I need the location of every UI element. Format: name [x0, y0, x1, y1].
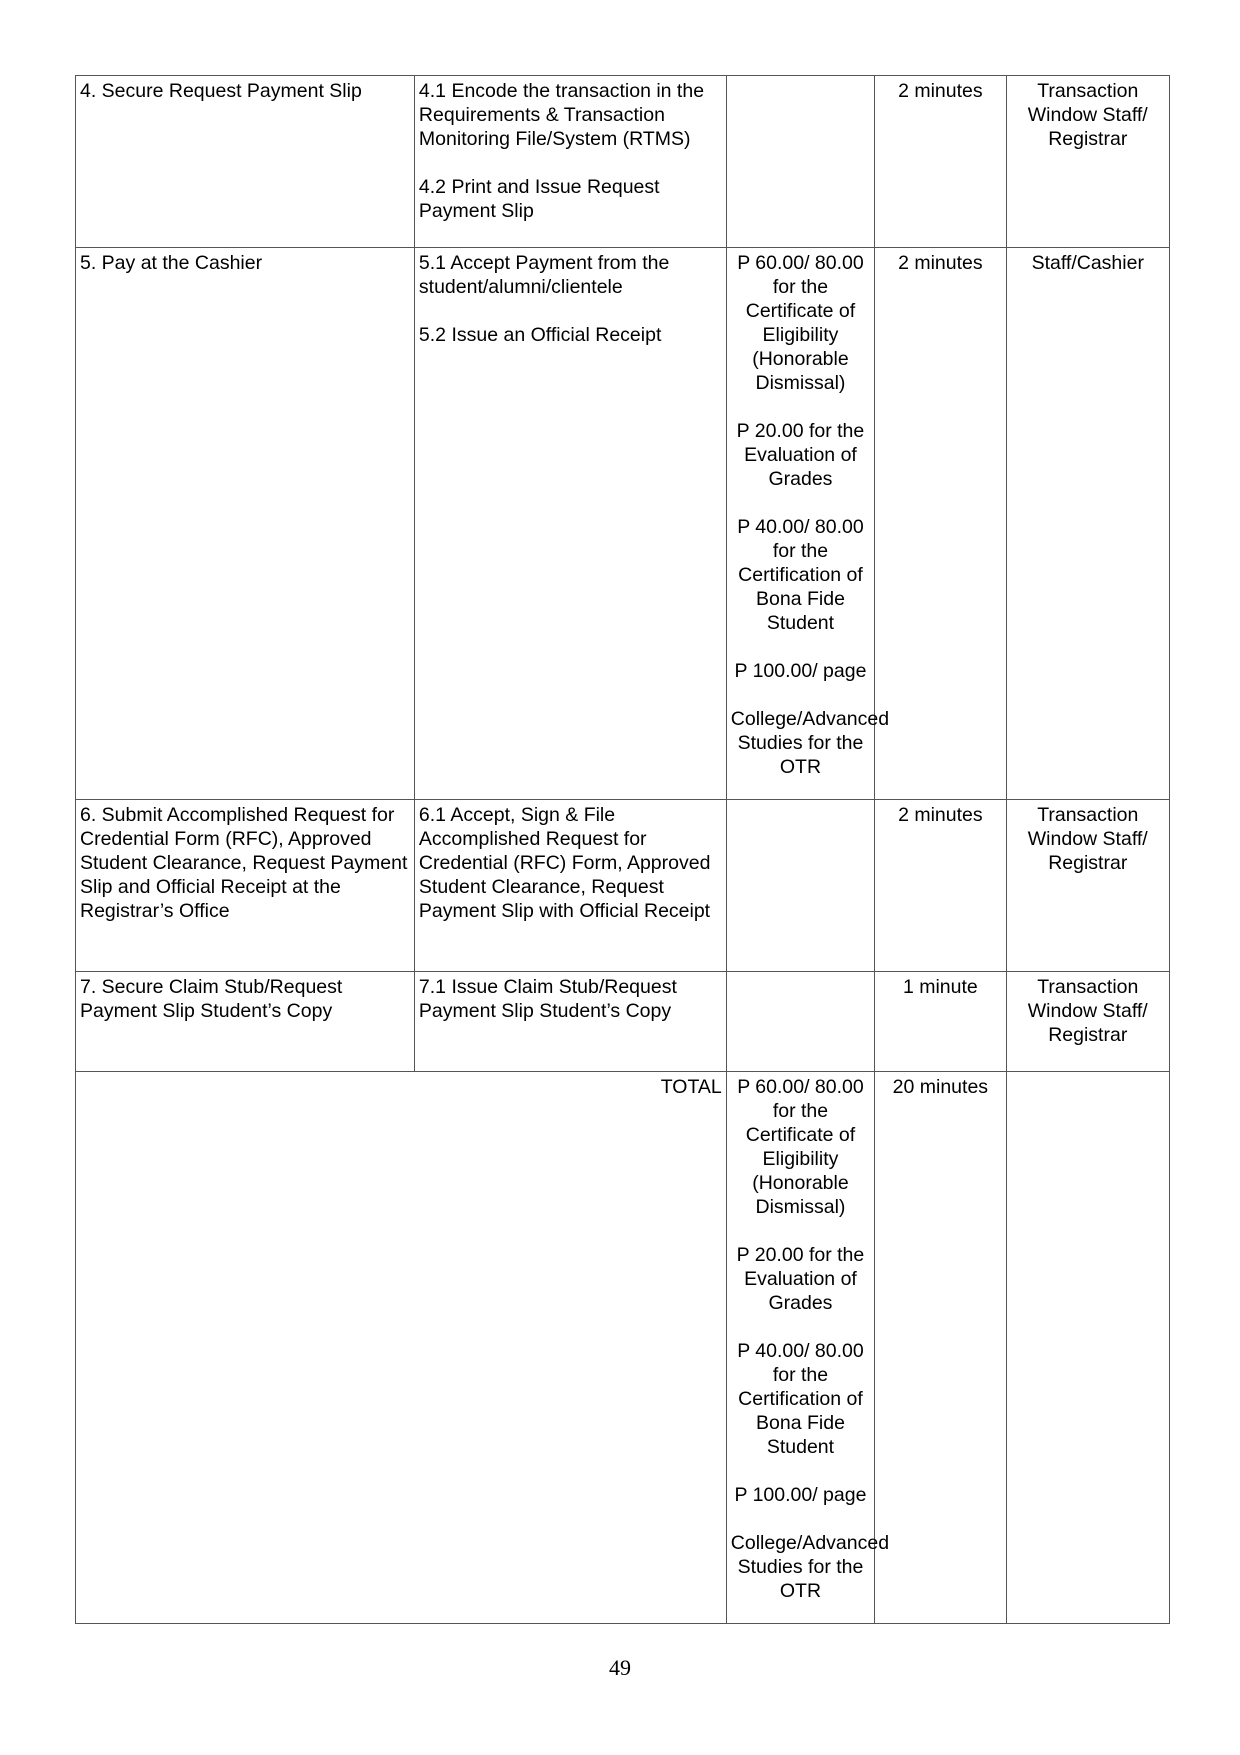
client-step-cell: 6. Submit Accomplished Request for Credential Form (RFC), Approved Student Clearance, Request Payment Slip and Official Receipt at the Registrar’s Office — [76, 800, 415, 972]
process-table — [75, 75, 1170, 1624]
action-text: 4.2 Print and Issue Request Payment Slip — [418, 176, 660, 222]
fee-text: P 100.00/ page — [734, 660, 867, 682]
person-responsible-cell: Transaction Window Staff/ Registrar — [1006, 972, 1169, 1072]
action-text: 7.1 Issue Claim Stub/Request Payment Slip Student’s Copy — [418, 976, 677, 1022]
fees-cell — [726, 248, 890, 800]
fees-cell — [726, 800, 874, 972]
action-text: 5.1 Accept Payment from the student/alumni/clientele — [418, 252, 670, 298]
processing-time-cell: 1 minute — [875, 972, 1006, 1072]
fees-cell — [726, 972, 874, 1072]
processing-time-cell: 2 minutes — [875, 76, 1006, 248]
client-step-cell: 5. Pay at the Cashier — [76, 248, 415, 800]
action-text: 6.1 Accept, Sign & File Accomplished Request for Credential (RFC) Form, Approved Student Clearance, Request Payment Slip with Official Receipt — [418, 804, 711, 922]
person-responsible-cell: Staff/Cashier — [1006, 248, 1169, 800]
fee-text: P 40.00/ 80.00 for the Certification of Bona Fide Student — [737, 1340, 864, 1458]
person-responsible-cell: Transaction Window Staff/ Registrar — [1006, 76, 1169, 248]
action-text: 4.1 Encode the transaction in the Requirements & Transaction Monitoring File/System (RTMS) — [418, 80, 705, 150]
page-number: 49 — [609, 1655, 631, 1680]
agency-action-cell — [414, 248, 726, 800]
fee-text: P 20.00 for the Evaluation of Grades — [736, 1244, 865, 1314]
total-row — [76, 1072, 1170, 1624]
total-responsible-cell — [1006, 1072, 1169, 1624]
agency-action-cell — [414, 76, 726, 248]
fee-text: P 40.00/ 80.00 for the Certification of Bona Fide Student — [737, 516, 864, 634]
table-row — [76, 76, 1170, 248]
fee-text: P 60.00/ 80.00 for the Certificate of Eligibility (Honorable Dismissal) — [737, 1076, 864, 1218]
client-step-cell: 4. Secure Request Payment Slip — [76, 76, 415, 248]
fee-text: College/Advanced Studies for the OTR — [730, 708, 890, 778]
person-responsible-cell: Transaction Window Staff/ Registrar — [1006, 800, 1169, 972]
fees-cell — [726, 76, 874, 248]
processing-time-cell: 2 minutes — [875, 248, 1006, 800]
fee-text: College/Advanced Studies for the OTR — [730, 1532, 890, 1602]
table-row — [76, 248, 1170, 800]
total-fees-cell — [726, 1072, 890, 1624]
agency-action-cell — [414, 972, 726, 1072]
table-row — [76, 972, 1170, 1072]
total-label-cell: TOTAL — [76, 1072, 727, 1624]
fee-text: P 20.00 for the Evaluation of Grades — [736, 420, 865, 490]
table-row — [76, 800, 1170, 972]
client-step-cell: 7. Secure Claim Stub/Request Payment Slip Student’s Copy — [76, 972, 415, 1072]
processing-time-cell: 2 minutes — [875, 800, 1006, 972]
fee-text: P 100.00/ page — [734, 1484, 867, 1506]
action-text: 5.2 Issue an Official Receipt — [418, 324, 662, 346]
total-time-cell: 20 minutes — [875, 1072, 1006, 1624]
fee-text: P 60.00/ 80.00 for the Certificate of Eligibility (Honorable Dismissal) — [737, 252, 864, 394]
agency-action-cell — [414, 800, 726, 972]
